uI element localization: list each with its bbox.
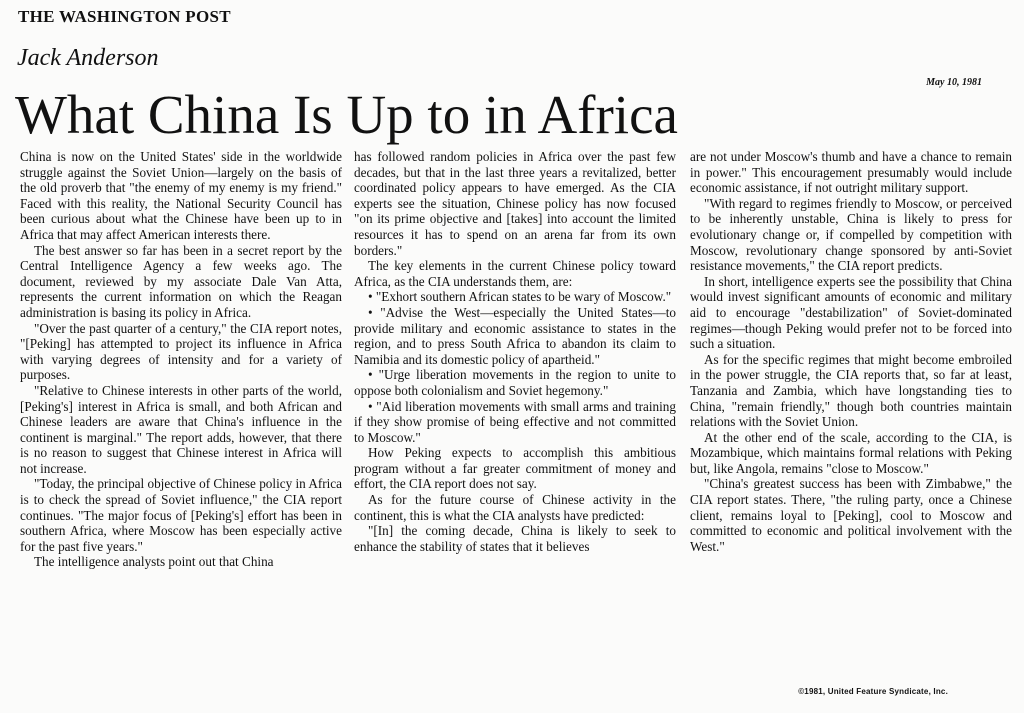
paragraph: As for the future course of Chinese activity in the continent, this is what the CIA analysts have predicted: — [354, 492, 676, 523]
paragraph: At the other end of the scale, according to the CIA, is Mozambique, which maintains formal relations with Peking but, like Angola, remains "close to Moscow." — [690, 429, 1012, 476]
masthead: THE WASHINGTON POST — [18, 7, 231, 26]
bullet-item: • "Aid liberation movements with small arms and training if they show promise of being effective and not committed to Moscow." — [354, 398, 676, 445]
paragraph: are not under Moscow's thumb and have a chance to remain in power." This encouragement presumably would include economic assistance, if not outright military support. — [690, 149, 1012, 196]
paragraph: "[In] the coming decade, China is likely to seek to enhance the stability of states that it believes — [354, 523, 676, 554]
headline: What China Is Up to in Africa — [15, 84, 678, 145]
paragraph: In short, intelligence experts see the possibility that China would invest significant amounts of economic and military aid to encourage "destabilization" of Soviet-dominated regimes—though Peking would prefer not to be forced into such a situation. — [690, 273, 1012, 352]
bullet-item: • "Exhort southern African states to be wary of Moscow." — [368, 289, 672, 305]
paragraph: has followed random policies in Africa over the past few decades, but that in the last three years a revitalized, better coordinated policy appears to have emerged. As the CIA experts see the situation, Chinese policy has now focused "on its prime objective and [takes] into account the limited resources it has to spend on an arena far from its own borders." — [354, 149, 676, 258]
date: May 10, 1981 — [926, 77, 982, 88]
paragraph: "Relative to Chinese interests in other parts of the world, [Peking's] interest in Africa is small, and both African and Chinese leaders are aware that China's influence in the continent is marginal." The report adds, however, that there is no reason to suggest that Chinese interest in Africa will not increase. — [20, 382, 342, 476]
article-column-3 — [690, 149, 1012, 701]
bullet-item: • "Advise the West—especially the United States—to provide military and economic assistance to states in the region, and to press South Africa to abandon its claim to Namibia and its domestic policy of apartheid." — [354, 304, 676, 367]
paragraph: "China's greatest success has been with Zimbabwe," the CIA report states. There, "the ruling party, once a Chinese client, remains loyal to [Peking], cool to Moscow and committed to economic and political involvement with the West." — [690, 476, 1012, 554]
paragraph: As for the specific regimes that might become embroiled in the power struggle, the CIA reports that, so far at least, Tanzania and Zambia, which have longstanding ties to China, "remain friendly," though both countries maintain relations with the Soviet Union. — [690, 351, 1012, 430]
paragraph: The best answer so far has been in a secret report by the Central Intelligence Agency a few weeks ago. The document, reviewed by my associate Dale Van Atta, represents the current information on which the Reagan administration is basing its policy in Africa. — [20, 242, 342, 320]
paragraph: The key elements in the current Chinese policy toward Africa, as the CIA understands them, are: — [354, 258, 676, 289]
article-column-1 — [20, 149, 342, 701]
byline: Jack Anderson — [17, 45, 159, 71]
copyright-credit: ©1981, United Feature Syndicate, Inc. — [798, 687, 948, 696]
paragraph: "Over the past quarter of a century," the CIA report notes, "[Peking] has attempted to project its influence in Africa with varying degrees of intensity and for a variety of purposes. — [20, 320, 342, 383]
paragraph: China is now on the United States' side in the worldwide struggle against the Soviet Union—largely on the basis of the old proverb that "the enemy of my enemy is my friend." Faced with this reality, the National Security Council has been curious about what the Chinese have been up to in Africa that may affect American interests there. — [20, 149, 342, 242]
bullet-item: • "Urge liberation movements in the region to unite to oppose both colonialism and Soviet hegemony." — [354, 367, 676, 398]
article-column-2 — [354, 149, 676, 701]
paragraph: "With regard to regimes friendly to Moscow, or perceived to be inherently unstable, China is likely to press for evolutionary change or, if compelled by competition with Moscow, revolutionary change sponsored by anti-Soviet resistance movements," the CIA report predicts. — [690, 195, 1012, 274]
paragraph: The intelligence analysts point out that China — [34, 554, 274, 570]
paragraph: "Today, the principal objective of Chinese policy in Africa is to check the spread of Soviet influence," the CIA report continues. "The major focus of [Peking's] effort has been in southern Africa, where Moscow has been especially active for the past five years." — [20, 476, 342, 554]
paragraph: How Peking expects to accomplish this ambitious program without a far greater commitment of money and effort, the CIA report does not say. — [354, 445, 676, 492]
